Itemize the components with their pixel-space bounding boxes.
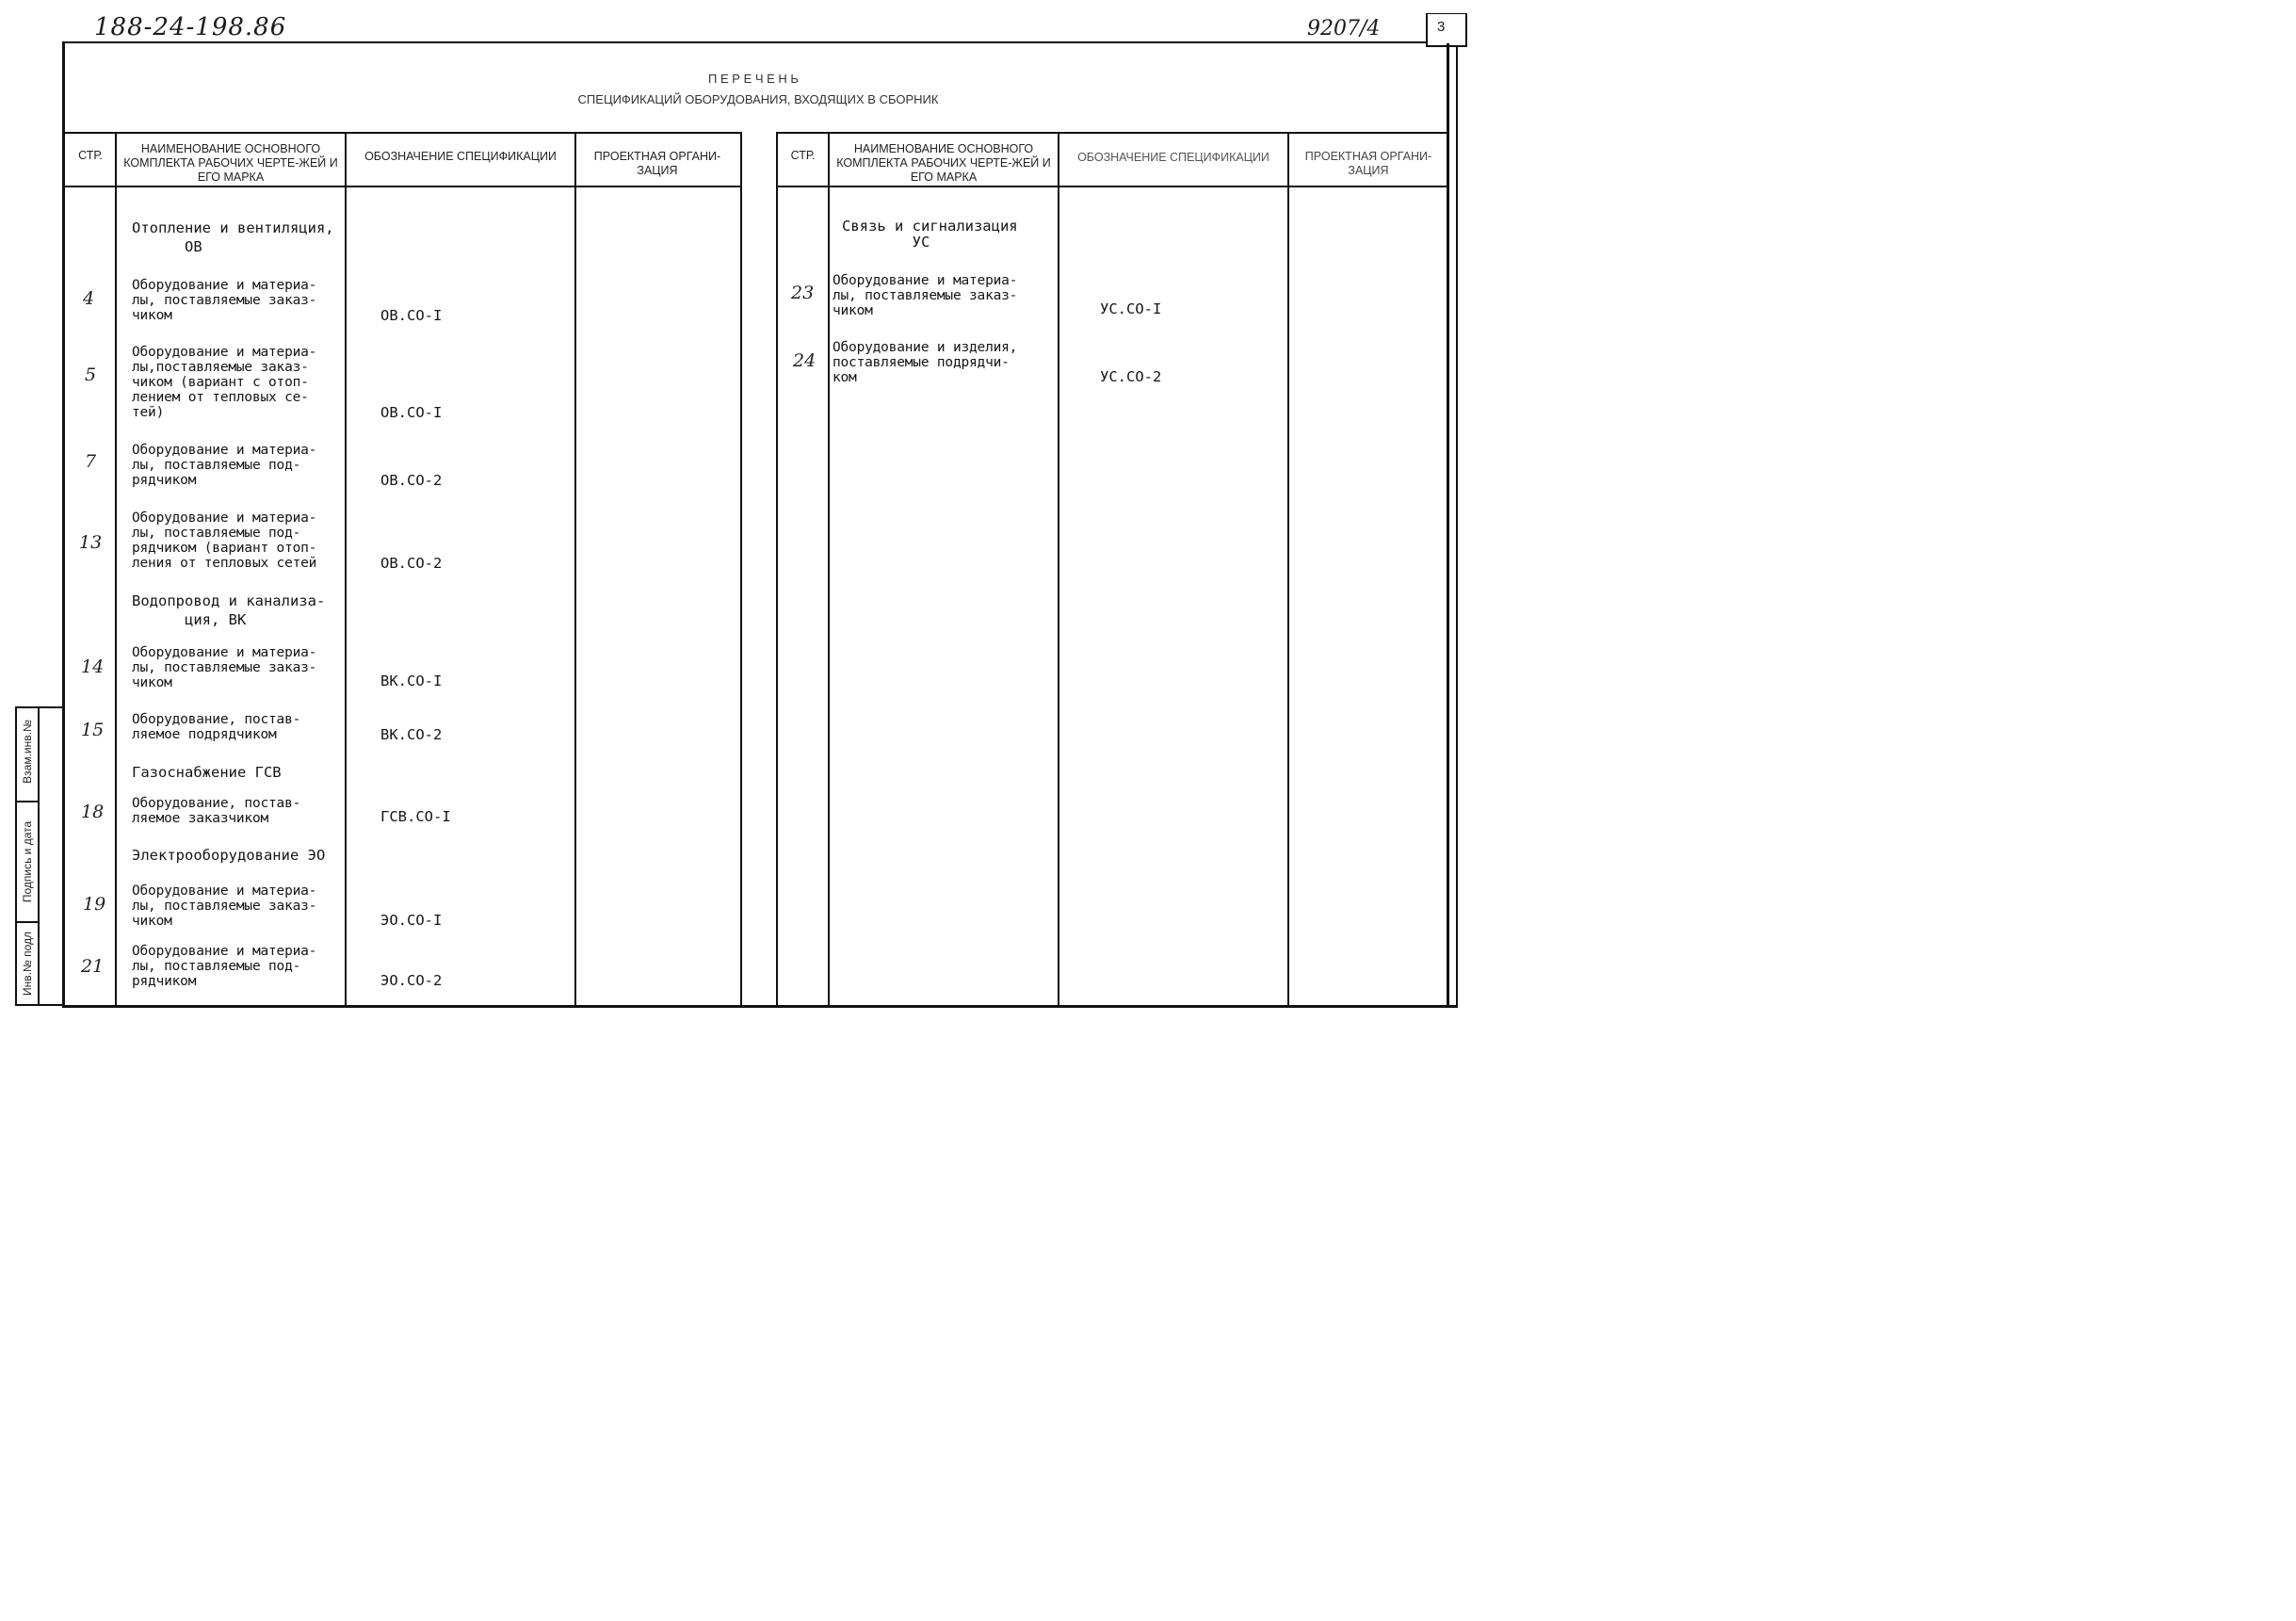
row-page: 15 xyxy=(81,720,105,740)
col-header-org-right: ПРОЕКТНАЯ ОРГАНИ-ЗАЦИЯ xyxy=(1304,150,1432,177)
row-name: Оборудование, постав- ляемое заказчиком xyxy=(132,796,301,826)
section-title: Электрооборудование ЭО xyxy=(132,847,326,864)
row-spec: ВК.СО-I xyxy=(380,673,443,689)
row-spec: ОВ.СО-2 xyxy=(380,472,443,489)
row-page: 5 xyxy=(85,365,97,385)
row-page: 18 xyxy=(81,802,105,822)
row-name: Оборудование и материа- лы, поставляемые заказ- чиком xyxy=(132,883,317,929)
col-header-org: ПРОЕКТНАЯ ОРГАНИ-ЗАЦИЯ xyxy=(593,150,721,177)
section-title: Водопровод и канализа- ция, ВК xyxy=(132,592,326,628)
row-page: 21 xyxy=(81,956,105,977)
document-code: 188-24-198.86 xyxy=(94,13,287,41)
row-name: Оборудование и материа- лы, поставляемые под- рядчиком xyxy=(132,944,317,989)
col-header-name: НАИМЕНОВАНИЕ ОСНОВНОГО КОМПЛЕКТА РАБОЧИХ ЧЕРТЕ-ЖЕЙ И ЕГО МАРКА xyxy=(123,142,338,184)
col-header-page: СТР. xyxy=(78,149,103,162)
row-spec: ГСВ.СО-I xyxy=(380,808,451,825)
col-header-spec: ОБОЗНАЧЕНИЕ СПЕЦИФИКАЦИИ xyxy=(364,150,557,163)
row-spec: УС.СО-2 xyxy=(1100,368,1162,385)
row-name: Оборудование и материа- лы,поставляемые заказ- чиком (вариант с отоп- лением от тепловых се- тей) xyxy=(132,345,317,420)
row-name: Оборудование, постав- ляемое подрядчиком xyxy=(132,712,301,742)
row-name: Оборудование и изделия, поставляемые подрядчи- ком xyxy=(833,340,1018,385)
sheet-number: 3 xyxy=(1437,19,1446,35)
section-title: Отопление и вентиляция, ОВ xyxy=(132,219,334,255)
row-name: Оборудование и материа- лы, поставляемые заказ- чиком xyxy=(132,645,317,690)
col-header-name-right: НАИМЕНОВАНИЕ ОСНОВНОГО КОМПЛЕКТА РАБОЧИХ ЧЕРТЕ-ЖЕЙ И ЕГО МАРКА xyxy=(836,142,1051,184)
row-page: 24 xyxy=(793,350,817,371)
stamp-signature-date: Подпись и дата xyxy=(21,820,34,903)
row-spec: УС.СО-I xyxy=(1100,300,1162,317)
list-subtitle: СПЕЦИФИКАЦИЙ ОБОРУДОВАНИЯ, ВХОДЯЩИХ В СБОРНИК xyxy=(577,92,939,106)
row-page: 13 xyxy=(79,532,103,553)
row-spec: ОВ.СО-I xyxy=(380,307,443,324)
row-spec: ЭО.СО-I xyxy=(380,912,443,929)
section-title-right: Связь и сигнализация УС xyxy=(842,218,1018,251)
row-page: 14 xyxy=(81,657,105,677)
stamp-replaced-inv: Взам.инв.№ xyxy=(21,720,34,784)
row-page: 7 xyxy=(85,451,97,472)
row-name: Оборудование и материа- лы, поставляемые заказ- чиком xyxy=(132,278,317,323)
row-spec: ОВ.СО-2 xyxy=(380,555,443,572)
col-header-spec-right: ОБОЗНАЧЕНИЕ СПЕЦИФИКАЦИИ xyxy=(1077,151,1269,164)
row-name: Оборудование и материа- лы, поставляемые под- рядчиком (вариант отоп- ления от тепловых сетей xyxy=(132,511,317,571)
row-name: Оборудование и материа- лы, поставляемые заказ- чиком xyxy=(833,273,1018,318)
row-spec: ОВ.СО-I xyxy=(380,404,443,421)
section-title: Газоснабжение ГСВ xyxy=(132,764,282,781)
row-spec: ЭО.СО-2 xyxy=(380,972,443,989)
stamp-original-inv: Инв.№ подл xyxy=(21,931,34,997)
col-header-page-right: СТР. xyxy=(790,149,816,162)
inventory-code: 9207/4 xyxy=(1307,17,1381,41)
row-page: 19 xyxy=(83,894,106,915)
row-page: 4 xyxy=(83,288,95,309)
row-spec: ВК.СО-2 xyxy=(380,726,443,743)
list-title: П Е Р Е Ч Е Н Ь xyxy=(708,72,799,86)
row-name: Оборудование и материа- лы, поставляемые под- рядчиком xyxy=(132,443,317,488)
row-page: 23 xyxy=(791,283,815,303)
